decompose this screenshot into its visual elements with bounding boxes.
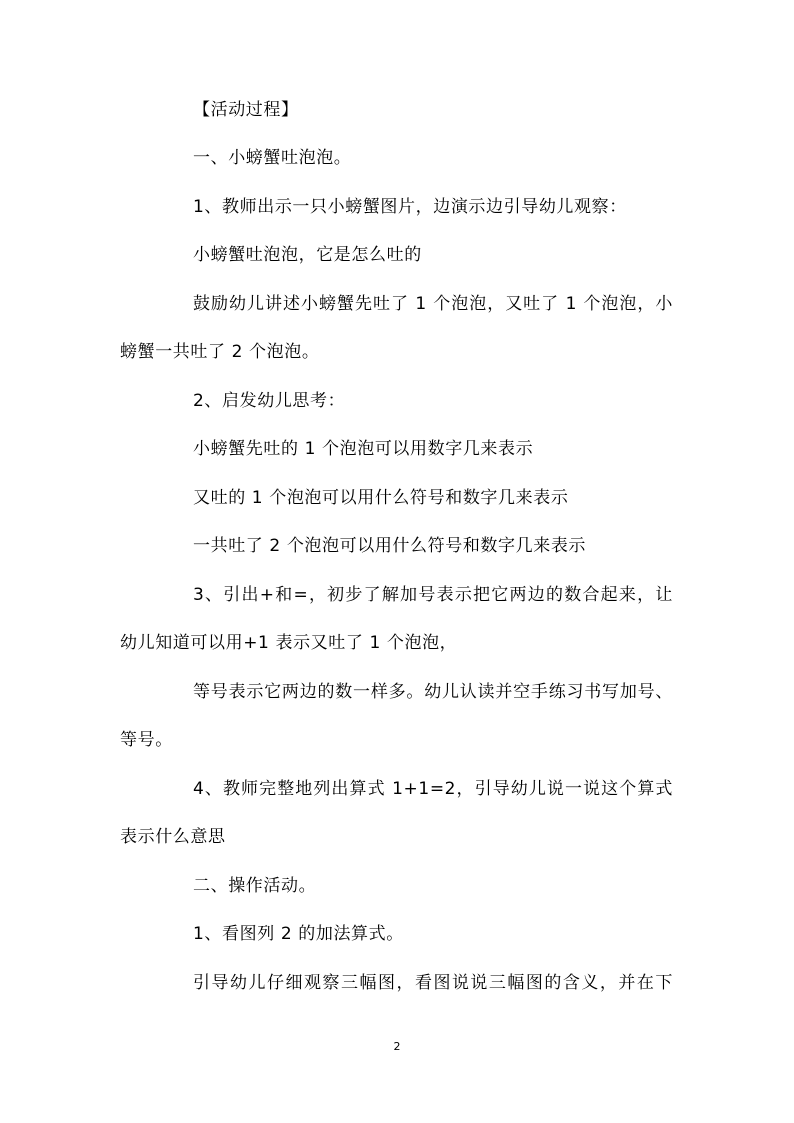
paragraph-line: 鼓励幼儿讲述小螃蟹先吐了 1 个泡泡，又吐了 1 个泡泡，小 bbox=[193, 294, 673, 314]
paragraph-line: 幼儿知道可以用+1 表示又吐了 1 个泡泡， bbox=[120, 633, 458, 653]
paragraph-line: 小螃蟹吐泡泡，它是怎么吐的 bbox=[193, 245, 422, 265]
paragraph-line: 一共吐了 2 个泡泡可以用什么符号和数字几来表示 bbox=[193, 536, 587, 556]
paragraph-line: 1、教师出示一只小螃蟹图片，边演示边引导幼儿观察： bbox=[193, 197, 627, 217]
paragraph-line: 表示什么意思 bbox=[120, 827, 226, 847]
paragraph-line: 等号表示它两边的数一样多。幼儿认读并空手练习书写加号、 bbox=[193, 682, 673, 702]
page-number: 2 bbox=[393, 1040, 401, 1053]
paragraph-line: 1、看图列 2 的加法算式。 bbox=[193, 924, 404, 944]
paragraph-line: 又吐的 1 个泡泡可以用什么符号和数字几来表示 bbox=[193, 488, 569, 508]
paragraph-line: 2、启发幼儿思考： bbox=[193, 391, 346, 411]
paragraph-line: 3、引出+和=，初步了解加号表示把它两边的数合起来，让 bbox=[193, 585, 673, 605]
paragraph-line: 等号。 bbox=[120, 730, 173, 750]
paragraph-line: 4、教师完整地列出算式 1+1=2，引导幼儿说一说这个算式 bbox=[193, 779, 673, 799]
section-heading-activity-process: 【活动过程】 bbox=[193, 100, 299, 120]
paragraph-line: 小螃蟹先吐的 1 个泡泡可以用数字几来表示 bbox=[193, 439, 534, 459]
paragraph-line: 螃蟹一共吐了 2 个泡泡。 bbox=[120, 342, 320, 362]
section-title-operation-activity: 二、操作活动。 bbox=[193, 876, 317, 896]
paragraph-line: 引导幼儿仔细观察三幅图，看图说说三幅图的含义，并在下 bbox=[193, 973, 673, 993]
section-title-crab-bubbles: 一、小螃蟹吐泡泡。 bbox=[193, 148, 352, 168]
